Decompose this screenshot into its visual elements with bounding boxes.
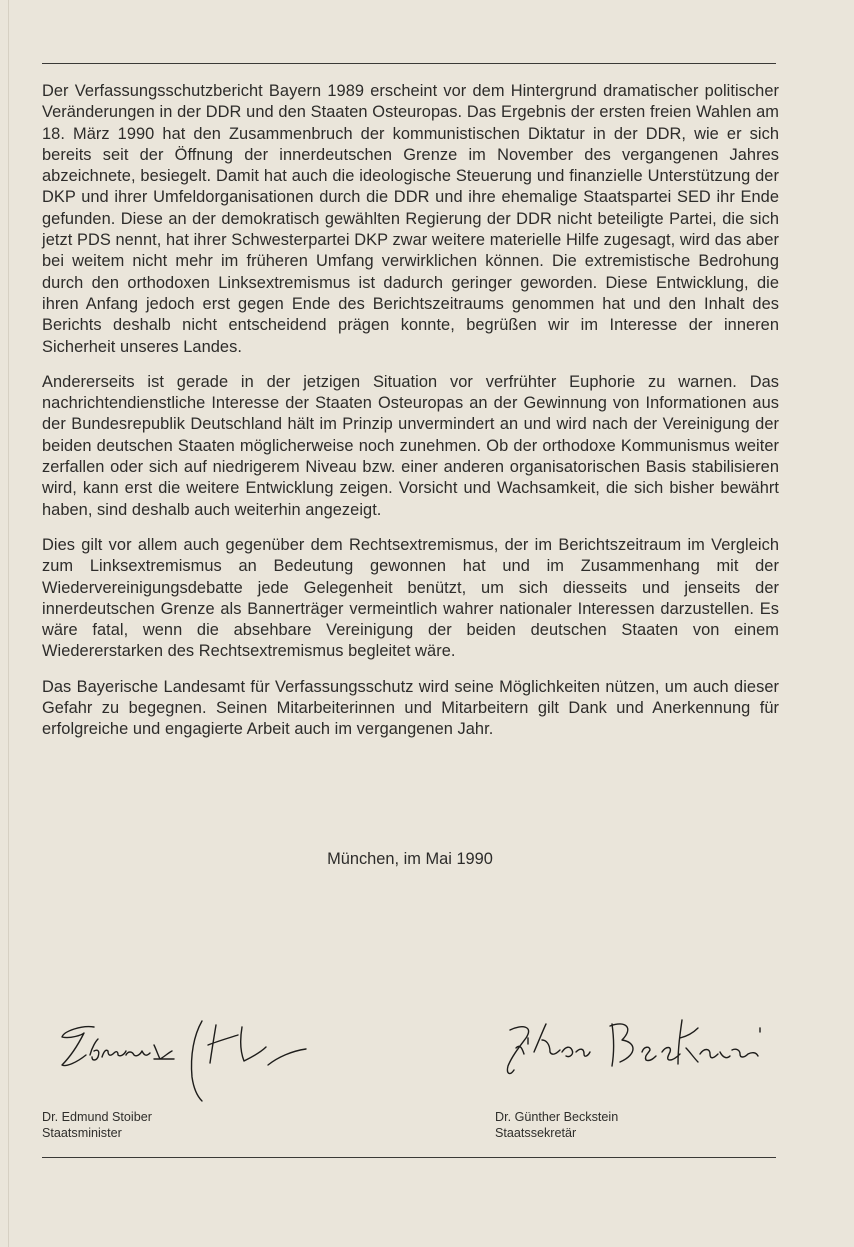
signatory-right [495,1109,618,1141]
place-and-date: München, im Mai 1990 [327,850,493,868]
paragraph-2: Andererseits ist gerade in der jetzigen Situation vor verfrühter Euphorie zu warnen. Das nachrichtendienstliche Interesse der Staaten Osteuropas an der Gewinnung von Informationen aus der Bundesrepublik Deutschland hält im Prinzip unvermindert an und wird nach der Vereinigung der beiden deutschen Staaten möglicherweise noch zunehmen. Ob der orthodoxe Kommunismus weiter zerfallen oder sich auf niedrigerem Niveau bzw. einer anderen organisatorischen Basis stabilisieren wird, kann erst die weitere Entwicklung zeigen. Vorsicht und Wachsamkeit, die sich bisher bewährt haben, sind deshalb auch weiterhin angezeigt. [42,372,779,519]
letter-body [42,81,779,755]
signatory-title: Staatssekretär [495,1126,577,1140]
signature-beckstein [494,1008,784,1098]
page-fold-edge [8,0,9,1247]
signatory-name: Dr. Edmund Stoiber [42,1110,152,1124]
paragraph-4: Das Bayerische Landesamt für Verfassungsschutz wird seine Möglichkeiten nützen, um auch dieser Gefahr zu begegnen. Seinen Mitarbeiterinnen und Mitarbeitern gilt Dank und Anerkennung für erfolgreiche und engagierte Arbeit auch im vergangenen Jahr. [42,677,779,739]
paragraph-1: Der Verfassungsschutzbericht Bayern 1989 erscheint vor dem Hintergrund dramatischer politischer Veränderungen in der DDR und den Staaten Osteuropas. Das Ergebnis der ersten freien Wahlen am 18. März 1990 hat den Zusammenbruch der kommunistischen Diktatur in der DDR, wie er sich bereits seit der Öffnung der innerdeutschen Grenze im November des vergangenen Jahres abzeichnete, besiegelt. Damit hat auch die ideologische Steuerung und finanzielle Unterstützung der DKP und ihrer Umfeldorganisationen durch die DDR und ihre ehemalige Staatspartei SED ihr Ende gefunden. Diese an der demokratisch gewählten Regierung der DDR nicht beteiligte Partei, die sich jetzt PDS nennt, hat ihrer Schwesterpartei DKP zwar weitere materielle Hilfe zugesagt, wird das aber bei weitem nicht mehr im früheren Umfang verwirklichen können. Die extremistische Bedrohung durch den orthodoxen Linksextremismus ist dadurch geringer geworden. Diese Entwicklung, die ihren Anfang jedoch erst gegen Ende des Berichtszeitraums genommen hat und den Inhalt des Berichts deshalb nicht entscheidend prägen konnte, begrüßen wir im Interesse der inneren Sicherheit unseres Landes. [42,82,779,356]
signatory-title: Staatsminister [42,1126,122,1140]
signatory-name: Dr. Günther Beckstein [495,1110,619,1124]
top-rule [42,63,776,64]
bottom-rule [42,1157,776,1158]
paragraph-3: Dies gilt vor allem auch gegenüber dem Rechtsextremismus, der im Berichtszeitraum im Vergleich zum Linksextremismus an Bedeutung gewonnen hat und im Zusammenhang mit der Wiedervereinigungsdebatte jede Gelegenheit benützt, um sich diesseits und jenseits der innerdeutschen Grenze als Bannerträger vermeintlich wahrer nationaler Interessen darzustellen. Es wäre fatal, wenn die absehbare Vereinigung der beiden deutschen Staaten von einem Wiedererstarken des Rechtsextremismus begleitet wäre. [42,535,779,661]
signature-stoiber [42,1005,332,1105]
signatory-left [42,1109,152,1141]
